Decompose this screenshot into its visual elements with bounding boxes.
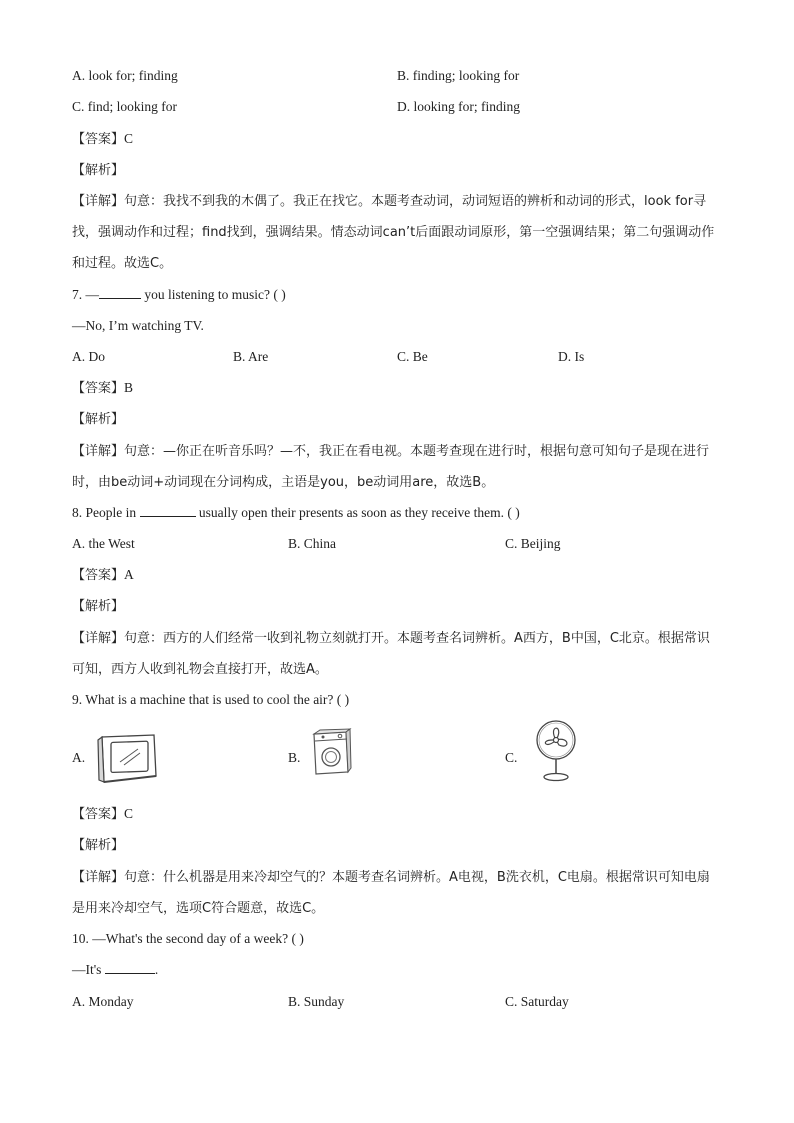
- q10-options: [72, 992, 722, 1012]
- q7-line2: —No, I’m watching TV.: [72, 318, 204, 333]
- q7-option-c: C. Be: [397, 349, 428, 364]
- q7-option-b: B. Are: [233, 349, 269, 364]
- q6-option-a: A. look for; finding: [72, 68, 178, 83]
- q9-detail: 【详解】句意：什么机器是用来冷却空气的？本题考查名词辨析。A电视，B洗衣机，C电扇。根据常识可知电扇是用来冷却空气，选项C符合题意，故选C。: [72, 870, 710, 916]
- q10-line2: —It's .: [72, 962, 159, 977]
- q8-blank: [140, 503, 196, 517]
- q8-answer: 【答案】A: [72, 567, 134, 583]
- q7-analysis-tag: 【解析】: [72, 412, 125, 427]
- q7-detail: 【详解】句意：—你正在听音乐吗？—不，我正在看电视。本题考查现在进行时，根据句意可知句子是现在进行时，由be动词+动词现在分词构成，主语是you，be动词用are，故选B。: [72, 444, 710, 490]
- q8-detail: 【详解】句意：西方的人们经常一收到礼物立刻就打开。本题考查名词辨析。A西方，B中国，C北京。根据常识可知，西方人收到礼物会直接打开，故选A。: [72, 631, 710, 677]
- q9-option-b-label: B.: [288, 750, 301, 765]
- q9-option-a-label: A.: [72, 750, 86, 765]
- q10-blank: [105, 960, 155, 974]
- q8-stem: 8. People in usually open their presents as soon as they receive them. ( ): [72, 505, 520, 520]
- q7-stem: 7. — you listening to music? ( ): [72, 287, 286, 302]
- q7-answer: 【答案】B: [72, 380, 134, 396]
- q9-option-c-label: C.: [505, 750, 518, 765]
- electric-fan-icon: [534, 718, 578, 782]
- q8-option-b: B. China: [288, 536, 337, 551]
- q6-option-c: C. find; looking for: [72, 99, 177, 114]
- q8-analysis-tag: 【解析】: [72, 599, 125, 614]
- washing-machine-icon: [310, 728, 352, 776]
- q10-option-b: B. Sunday: [288, 994, 345, 1009]
- q9-answer: 【答案】C: [72, 806, 134, 822]
- q10-stem: 10. —What's the second day of a week? ( ): [72, 931, 304, 946]
- q10-option-c: C. Saturday: [505, 994, 569, 1009]
- q7-options: [72, 347, 722, 367]
- q6-analysis-tag: 【解析】: [72, 163, 125, 178]
- q7-option-a: A. Do: [72, 349, 105, 364]
- q6-answer: 【答案】C: [72, 131, 134, 147]
- q6-detail: 【详解】句意：我找不到我的木偶了。我正在找它。本题考查动词，动词短语的辨析和动词的形式，look for寻找，强调动作和过程；find找到，强调结果。情态动词can’t后面跟动词原形，第一空强调结果；第二句强调动作和过程。故选C。: [72, 194, 715, 271]
- q10-option-a: A. Monday: [72, 994, 134, 1009]
- q7-blank: [99, 285, 141, 299]
- q6-option-b: B. finding; looking for: [397, 68, 520, 83]
- tv-icon: [96, 732, 158, 786]
- q8-option-c: C. Beijing: [505, 536, 561, 551]
- q9-stem: 9. What is a machine that is used to cool the air? ( ): [72, 692, 350, 707]
- q6-option-d: D. looking for; finding: [397, 99, 520, 114]
- q8-options: [72, 534, 722, 554]
- q7-option-d: D. Is: [558, 349, 585, 364]
- q8-option-a: A. the West: [72, 536, 135, 551]
- q9-analysis-tag: 【解析】: [72, 838, 125, 853]
